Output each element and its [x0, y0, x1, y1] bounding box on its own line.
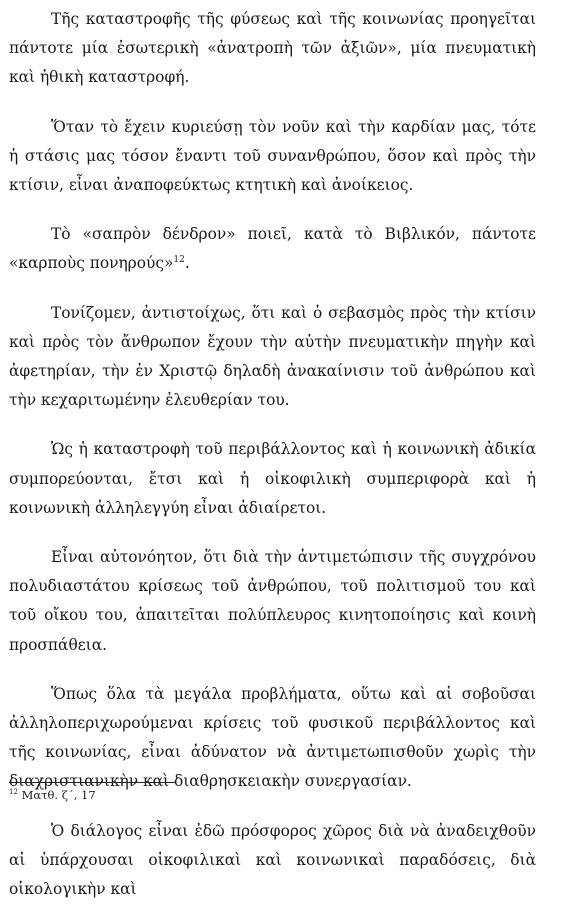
paragraph-2: Ὅταν τὸ ἔχειν κυριεύσῃ τὸν νοῦν καὶ τὴν καρδίαν μας, τότε ἡ στάσις μας τόσον ἔναντι τοῦ συνανθρώπου, ὅσον καὶ πρὸς τὴν κτίσιν, εἶναι ἀναπoφεύκτως κτητικὴ καὶ ἀνοίκειος.: [9, 117, 536, 195]
paragraph-8: Ὁ διάλογος εἶναι ἐδῶ πρόσφορος χῶρος διὰ νὰ ἀναδειχθοῦν αἱ ὑπάρχουσαι οἰκοφιλικαὶ καὶ κοινωνικαὶ παραδόσεις, διὰ οἰκολογικὴν καὶ: [9, 821, 536, 899]
footnote-number: 12: [9, 788, 18, 797]
paragraph-5: Ὡς ἡ καταστροφὴ τοῦ περιβάλλοντος καὶ ἡ κοινωνικὴ ἀδικία συμπορεύονται, ἔτσι καὶ ἡ οἰκοφιλικὴ συμπεριφορὰ καὶ ἡ κοινωνικὴ ἀλληλεγγύη εἶναι ἀδιαίρετοι.: [9, 440, 536, 517]
paragraph-3: [9, 220, 536, 278]
footnote-text: Ματθ. ζ΄, 17: [17, 788, 96, 802]
paragraph-3-tail: .: [184, 254, 190, 273]
paragraph-4: Τονίζομεν, ἀντιστοίχως, ὅτι καὶ ὁ σεβασμὸς πρὸς τὴν κτίσιν καὶ πρὸς τὸν ἄνθρωπον ἔχουν τὴν αὐτὴν πνευματικὴν πηγὴν καὶ ἀφετηρίαν, τὴν ἐν Χριστῷ δηλαδὴ ἀνακαίνισιν τοῦ ἀνθρώπου καὶ τὴν κεχαριτωμένην ἐλευθερίαν του.: [9, 303, 536, 410]
footnote-divider: [9, 782, 175, 783]
paragraph-7: Ὅπως ὅλα τὰ μεγάλα προβλήματα, οὕτω καὶ αἱ σοβοῦσαι ἀλληλοπεριχωρούμεναι κρίσεις τοῦ φυσικοῦ περιβάλλοντος καὶ τῆς κοινωνίας, εἶναι ἀδύνατον νὰ ἀντιμετωπισθοῦν χωρὶς τὴν διαχριστιανικὴν καὶ διαθρησκειακὴν συνεργασίαν.: [9, 684, 536, 791]
footnote-reference[interactable]: 12: [173, 255, 185, 266]
paragraph-6: Εἶναι αὐτονόητον, ὅτι διὰ τὴν ἀντιμετώπισιν τῆς συγχρόνου πολυδιαστάτου κρίσεως τοῦ ἀνθρώπου, τοῦ πολιτισμοῦ του καὶ τοῦ οἴκου του, ἀπαιτεῖται πολύπλευρος κινητοποίησις καὶ κοινὴ προσπάθεια.: [9, 548, 536, 654]
footnote: [9, 788, 96, 802]
paragraph-1: Τῆς καταστροφῆς τῆς φύσεως καὶ τῆς κοινωνίας προηγεῖται πάντοτε μία ἐσωτερικὴ «ἀνατροπὴ τῶν ἀξιῶν», μία πνευματικὴ καὶ ἠθικὴ καταστροφή.: [9, 10, 536, 87]
paragraph-3-text: Τὸ «σαπρὸν δένδρον» ποιεῖ, κατὰ τὸ Βιβλικόν, πάντοτε «καρπoὺς πονηρούς»: [9, 225, 536, 273]
